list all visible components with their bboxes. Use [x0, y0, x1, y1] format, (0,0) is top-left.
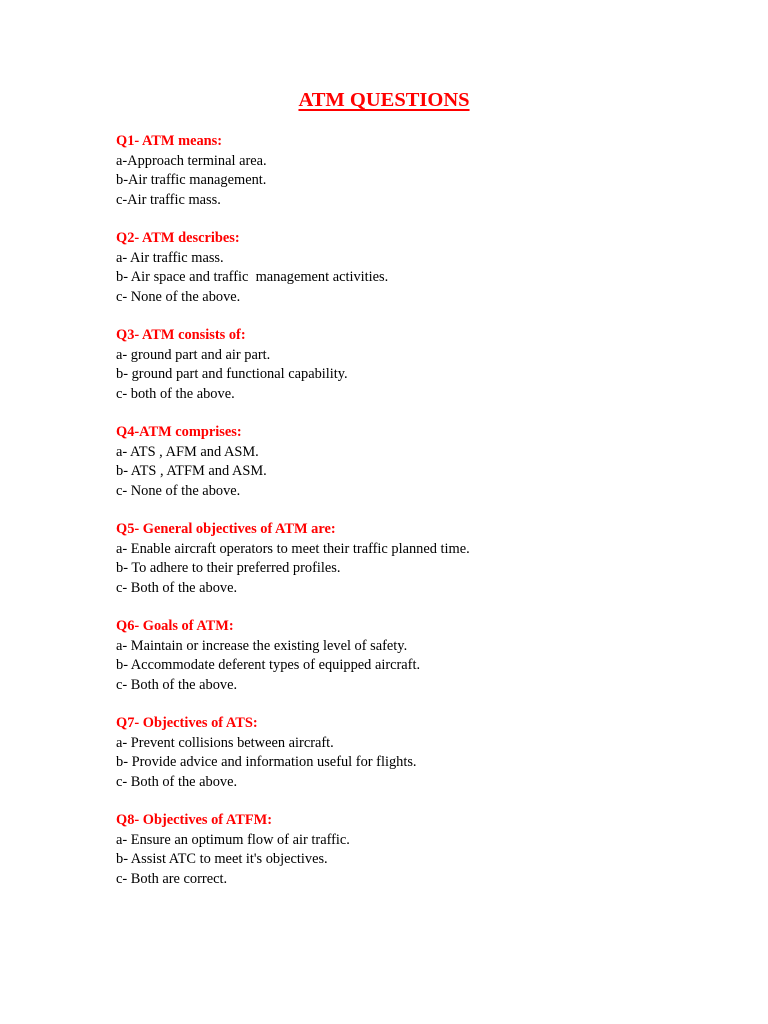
question-block [116, 423, 736, 501]
answer-option: b- Air space and traffic management activities. [116, 269, 389, 285]
question-heading: Q7- Objectives of ATS: [116, 715, 258, 731]
answer-option: a- ATS , AFM and ASM. [116, 443, 259, 460]
answer-option: b- Assist ATC to meet it's objectives. [116, 851, 328, 867]
question-block [116, 326, 736, 404]
question-heading: Q2- ATM describes: [116, 230, 240, 246]
answer-option: c- Both are correct. [116, 870, 228, 887]
question-heading: Q6- Goals of ATM: [116, 618, 234, 634]
answer-option: c- Both of the above. [116, 676, 238, 693]
answer-option: c-Air traffic mass. [116, 191, 221, 208]
answer-option: a- Maintain or increase the existing level of safety. [116, 637, 408, 654]
answer-option: b- ground part and functional capability. [116, 366, 348, 382]
question-heading: Q3- ATM consists of: [116, 327, 246, 343]
answer-option: b-Air traffic management. [116, 172, 267, 188]
answer-option: c- None of the above. [116, 288, 241, 305]
answer-option: b- ATS , ATFM and ASM. [116, 463, 267, 479]
question-heading: Q4-ATM comprises: [116, 424, 242, 440]
question-block [116, 229, 736, 307]
answer-option: a- ground part and air part. [116, 346, 271, 363]
answer-option: a- Enable aircraft operators to meet their traffic planned time. [116, 540, 470, 557]
question-block [116, 714, 736, 792]
question-block [116, 617, 736, 695]
question-list [116, 132, 736, 908]
answer-option: b- To adhere to their preferred profiles. [116, 560, 341, 576]
answer-option: c- both of the above. [116, 385, 235, 402]
answer-option: c- Both of the above. [116, 579, 238, 596]
answer-option: a- Ensure an optimum flow of air traffic. [116, 831, 350, 848]
answer-option: b- Provide advice and information useful for flights. [116, 754, 417, 770]
question-heading: Q8- Objectives of ATFM: [116, 812, 272, 828]
question-block [116, 811, 736, 889]
answer-option: c- Both of the above. [116, 773, 238, 790]
answer-option: a- Prevent collisions between aircraft. [116, 734, 334, 751]
question-block [116, 520, 736, 598]
answer-option: a-Approach terminal area. [116, 152, 267, 169]
question-heading: Q5- General objectives of ATM are: [116, 521, 336, 537]
answer-option: c- None of the above. [116, 482, 241, 499]
question-block [116, 132, 736, 210]
question-heading: Q1- ATM means: [116, 133, 223, 149]
answer-option: a- Air traffic mass. [116, 249, 224, 266]
answer-option: b- Accommodate deferent types of equipped aircraft. [116, 657, 421, 673]
document-title: ATM QUESTIONS [298, 89, 470, 111]
